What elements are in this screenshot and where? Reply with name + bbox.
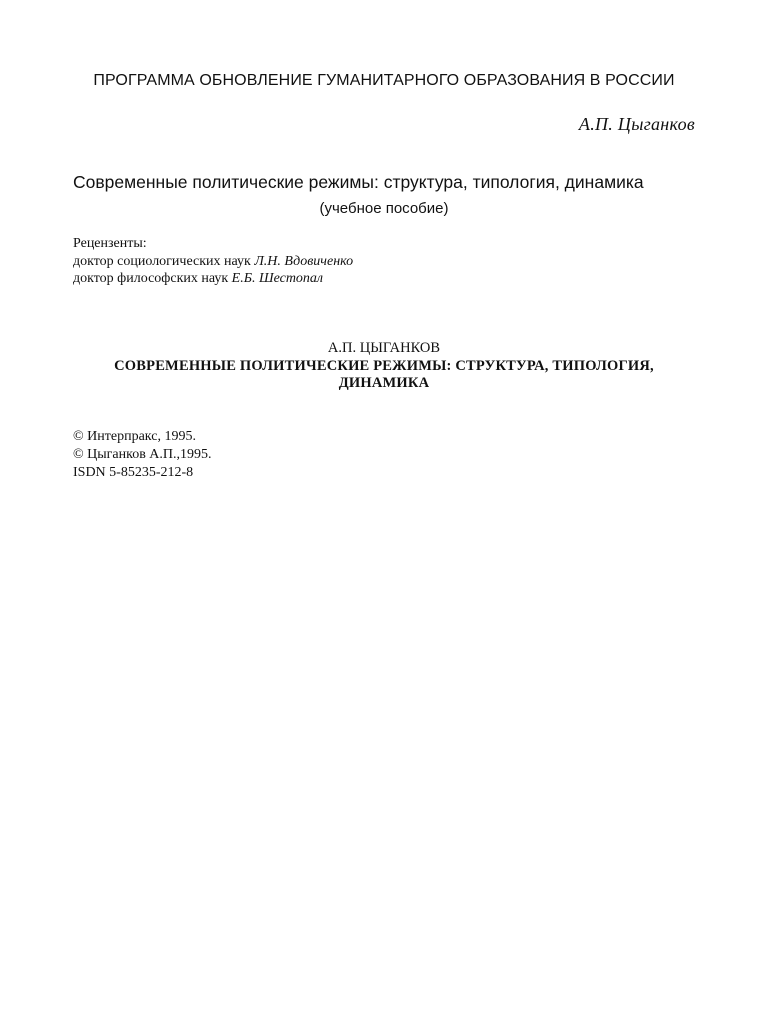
book-subtitle: (учебное пособие) (319, 200, 449, 217)
reviewers-label: Рецензенты: (73, 236, 147, 251)
author-name: А.П. Цыганков (578, 114, 695, 134)
isbn-line: ISDN 5-85235-212-8 (73, 465, 194, 480)
copyright-line: © Цыганков А.П.,1995. (73, 447, 212, 462)
program-heading: ПРОГРАММА ОБНОВЛЕНИЕ ГУМАНИТАРНОГО ОБРАЗОВАНИЯ В РОССИИ (93, 72, 675, 89)
reviewer-name: Е.Б. Шестопал (231, 271, 324, 286)
imprint-title-line: ДИНАМИКА (338, 375, 430, 391)
reviewer-entry (73, 253, 353, 271)
copyright-block (73, 428, 212, 482)
copyright-line: © Интерпракс, 1995. (73, 429, 196, 444)
reviewer-degree: доктор философских наук (73, 271, 232, 286)
imprint-block (73, 340, 695, 393)
reviewer-entry (73, 270, 353, 288)
reviewer-degree: доктор социологических наук (73, 253, 255, 269)
book-title: Современные политические режимы: структура, типология, динамика (73, 172, 644, 192)
imprint-title-line: СОВРЕМЕННЫЕ ПОЛИТИЧЕСКИЕ РЕЖИМЫ: СТРУКТУРА, ТИПОЛОГИЯ, (114, 357, 654, 374)
imprint-author: А.П. ЦЫГАНКОВ (327, 340, 441, 356)
reviewer-name: Л.Н. Вдовиченко (254, 253, 354, 269)
reviewers-block (73, 235, 353, 288)
